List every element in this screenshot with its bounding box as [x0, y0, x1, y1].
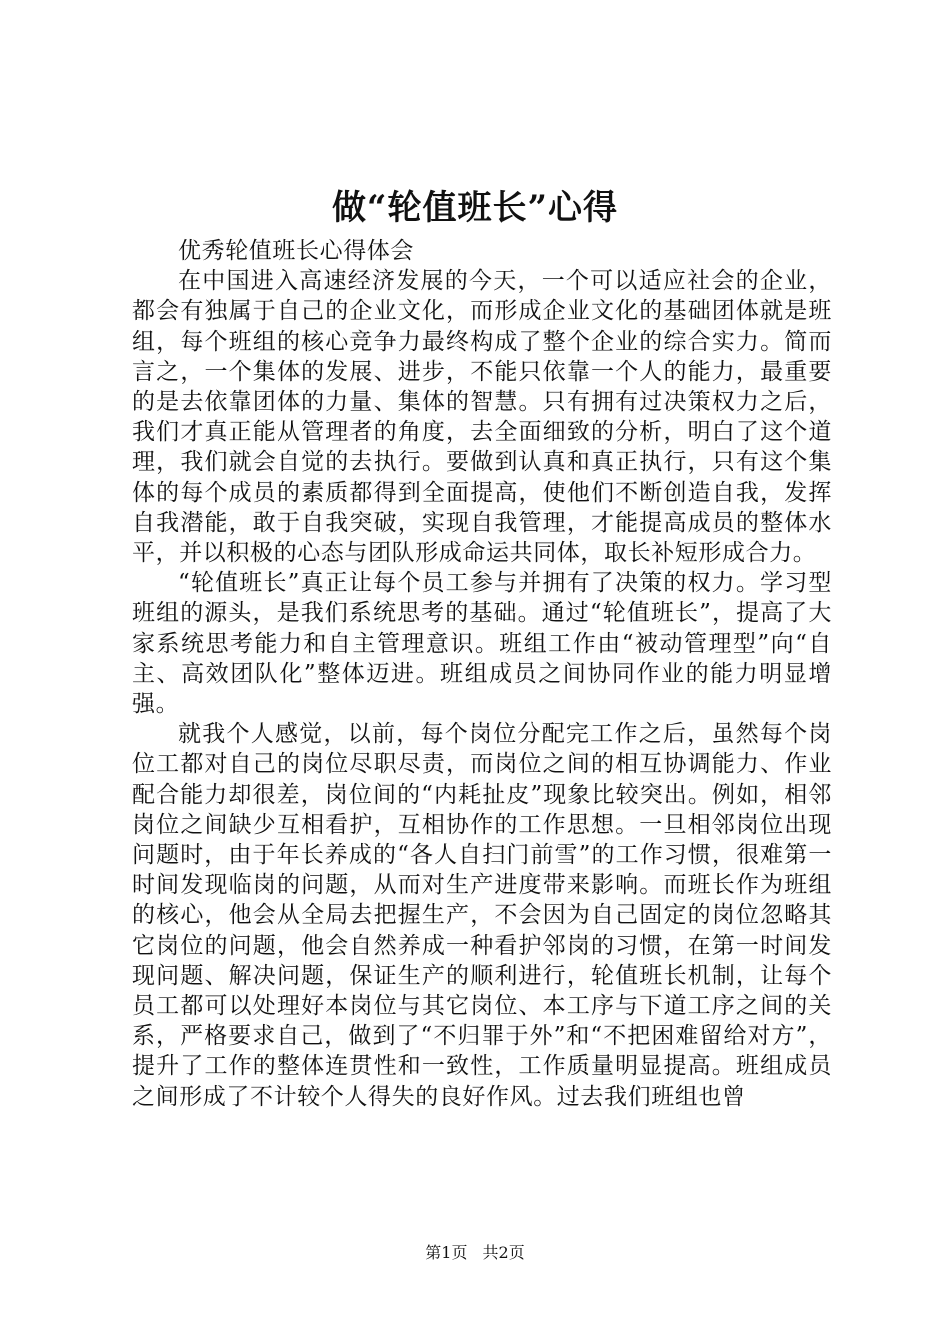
page-footer — [0, 1242, 950, 1264]
subtitle-paragraph: 优秀轮值班长心得体会 — [178, 238, 414, 264]
body-paragraph: “轮值班长”真正让每个员工参与并拥有了决策的权力。学习型班组的源头，是我们系统思考的基础。通过“轮值班长”，提高了大家系统思考能力和自主管理意识。班组工作由“被动管理型”向“自主、高效团队化”整体迈进。班组成员之间协同作业的能力明显增强。 — [132, 570, 832, 718]
body-paragraph: 在中国进入高速经济发展的今天，一个可以适应社会的企业，都会有独属于自己的企业文化，而形成企业文化的基础团体就是班组，每个班组的核心竞争力最终构成了整个企业的综合实力。简而言之，一个集体的发展、进步，不能只依靠一个人的能力，最重要的是去依靠团体的力量、集体的智慧。只有拥有过决策权力之后，我们才真正能从管理者的角度，去全面细致的分析，明白了这个道理，我们就会自觉的去执行。要做到认真和真正执行，只有这个集体的每个成员的素质都得到全面提高，使他们不断创造自我，发挥自我潜能，敢于自我突破，实现自我管理，才能提高成员的整体水平，并以积极的心态与团队形成命运共同体，取长补短形成合力。 — [132, 268, 832, 567]
document-body — [132, 236, 832, 1112]
page-title: 做“轮值班长”心得 — [331, 188, 619, 228]
page-number: 第1页 — [425, 1243, 468, 1262]
body-paragraph: 就我个人感觉，以前，每个岗位分配完工作之后，虽然每个岗位工都对自己的岗位尽职尽责，而岗位之间的相互协调能力、作业配合能力却很差，岗位间的“内耗扯皮”现象比较突出。例如，相邻岗位之间缺少互相看护，互相协作的工作思想。一旦相邻岗位出现问题时，由于年长养成的“各人自扫门前雪”的工作习惯，很难第一时间发现临岗的问题，从而对生产进度带来影响。而班长作为班组的核心，他会从全局去把握生产，不会因为自己固定的岗位忽略其它岗位的问题，他会自然养成一种看护邻岗的习惯，在第一时间发现问题、解决问题，保证生产的顺利进行，轮值班长机制，让每个员工都可以处理好本岗位与其它岗位、本工序与下道工序之间的关系，严格要求自己，做到了“不归罪于外”和“不把困难留给对方”，提升了工作的整体连贯性和一致性，工作质量明显提高。班组成员之间形成了不计较个人得失的良好作风。过去我们班组也曾 — [132, 721, 832, 1110]
page-total: 共2页 — [482, 1243, 525, 1262]
